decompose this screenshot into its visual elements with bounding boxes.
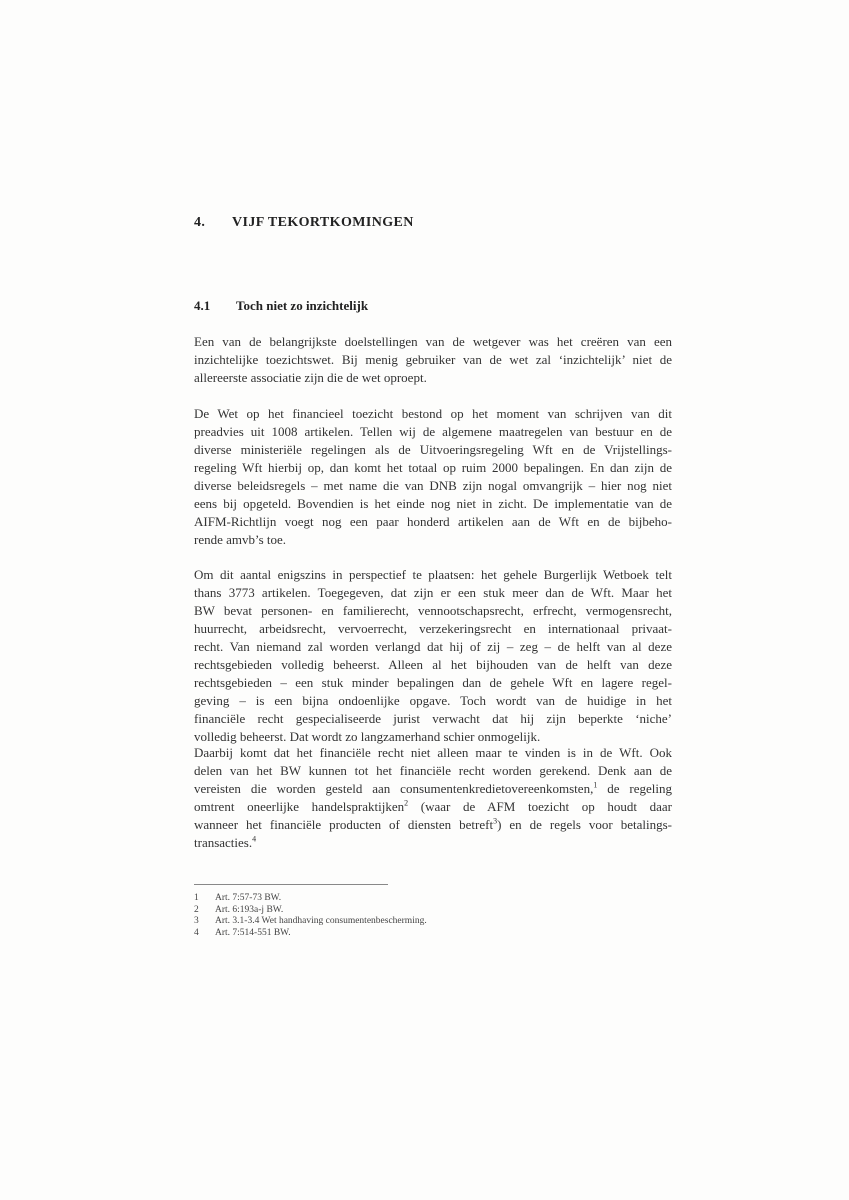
- paragraph-line: diverse ministeriële regelingen als de Uitvoeringsregeling Wft en de Vrijstellings-: [194, 442, 672, 457]
- footnote-number: 4: [194, 927, 199, 938]
- footnote-text: Art. 7:57-73 BW.: [215, 893, 282, 903]
- paragraph-line: AIFM-Richtlijn voegt nog een paar honderd artikelen aan de Wft en de bijbeho-: [194, 514, 672, 529]
- footnote-reference-3[interactable]: 3: [493, 816, 498, 826]
- chapter-title: VIJF TEKORTKOMINGEN: [232, 215, 414, 230]
- paragraph-line: eens bij opgeteld. Bovendien is het einde nog niet in zicht. De implementatie van de: [194, 496, 672, 511]
- footnote-item: [194, 905, 427, 917]
- paragraph-line: [194, 780, 672, 798]
- paragraph-line-text: ) en de regels voor betalings-: [497, 817, 672, 832]
- paragraph-2: [194, 405, 672, 549]
- paragraph-line: [194, 816, 672, 834]
- footnotes: [194, 893, 427, 939]
- footnote-divider: [194, 884, 388, 885]
- paragraph-line: [194, 834, 672, 852]
- paragraph-line: geving – is een bijna ondoenlijke opgave. Toch wordt van de huidige in het: [194, 693, 672, 708]
- paragraph-4: [194, 744, 672, 852]
- paragraph-line: BW bevat personen- en familierecht, vennootschapsrecht, erfrecht, vermogensrecht,: [194, 603, 672, 618]
- paragraph-1: [194, 333, 672, 387]
- paragraph-line-text: (waar de AFM toezicht op houdt daar: [408, 799, 672, 814]
- chapter-number: 4.: [194, 215, 206, 230]
- paragraph-line: rende amvb’s toe.: [194, 532, 287, 547]
- footnote-number: 2: [194, 904, 199, 915]
- paragraph-3: [194, 566, 672, 746]
- paragraph-line: volledig beheerst. Dat wordt zo langzamerhand schier onmogelijk.: [194, 729, 541, 744]
- paragraph-line: [194, 798, 672, 816]
- section-heading: [194, 298, 368, 314]
- section-number: 4.1: [194, 298, 211, 313]
- footnote-reference-4[interactable]: 4: [252, 834, 257, 844]
- paragraph-line-text: wanneer het financiële producten of diensten betreft: [194, 817, 494, 832]
- paragraph-line: rechtsgebieden – een stuk minder bepalingen dan de gehele Wft en lagere regel-: [194, 675, 672, 690]
- paragraph-line: huurrecht, arbeidsrecht, vervoerrecht, verzekeringsrecht en internationaal privaat-: [194, 621, 672, 636]
- paragraph-line-text: vereisten die worden gesteld aan consumentenkredietovereenkomsten,: [194, 781, 594, 796]
- paragraph-line: recht. Van niemand zal worden verlangd dat hij of zij – zeg – de helft van al deze: [194, 639, 672, 654]
- footnote-reference-2[interactable]: 2: [404, 798, 409, 808]
- paragraph-line-text: transacties.: [194, 835, 253, 850]
- footnote-number: 1: [194, 893, 199, 903]
- footnote-number: 3: [194, 916, 199, 926]
- paragraph-line: Om dit aantal enigszins in perspectief te plaatsen: het gehele Burgerlijk Wetboek telt: [194, 567, 672, 582]
- chapter-heading: [194, 215, 414, 231]
- footnote-text: Art. 3.1-3.4 Wet handhaving consumentenbescherming.: [215, 916, 427, 926]
- paragraph-line: preadvies uit 1008 artikelen. Tellen wij de algemene maatregelen van bestuur en de: [194, 424, 672, 439]
- paragraph-line: Daarbij komt dat het financiële recht niet alleen maar te vinden is in de Wft. Ook: [194, 745, 672, 760]
- footnote-text: Art. 7:514-551 BW.: [215, 927, 291, 938]
- paragraph-line: thans 3773 artikelen. Toegegeven, dat zijn er een stuk meer dan de Wft. Maar het: [194, 585, 672, 600]
- paragraph-line-text: omtrent oneerlijke handelspraktijken: [194, 799, 405, 814]
- footnote-item: [194, 928, 427, 940]
- paragraph-line: rechtsgebieden volledig beheerst. Alleen al het bijhouden van de helft van deze: [194, 657, 672, 672]
- paragraph-line-text: de regeling: [597, 781, 672, 796]
- paragraph-line: regeling Wft hierbij op, dan komt het totaal op ruim 2000 bepalingen. En dan zijn de: [194, 460, 672, 475]
- paragraph-line: inzichtelijke toezichtswet. Bij menig gebruiker van de wet zal ‘inzichtelijk’ niet de: [194, 352, 672, 367]
- paragraph-line: delen van het BW kunnen tot het financiële recht worden gerekend. Denk aan de: [194, 763, 672, 778]
- paragraph-line: diverse beleidsregels – met name die van DNB zijn nogal omvangrijk – hier nog niet: [194, 478, 672, 493]
- paragraph-line: financiële recht gespecialiseerde jurist verwacht dat hij zijn beperkte ‘niche’: [194, 711, 672, 726]
- footnote-item: [194, 893, 427, 905]
- footnote-text: Art. 6:193a-j BW.: [215, 904, 284, 915]
- paragraph-line: allereerste associatie zijn die de wet oproept.: [194, 370, 427, 385]
- section-title: Toch niet zo inzichtelijk: [236, 298, 369, 313]
- paragraph-line: De Wet op het financieel toezicht bestond op het moment van schrijven van dit: [194, 406, 672, 421]
- footnote-reference-1[interactable]: 1: [593, 780, 598, 790]
- footnote-item: [194, 916, 427, 928]
- paragraph-line: Een van de belangrijkste doelstellingen van de wetgever was het creëren van een: [194, 334, 672, 349]
